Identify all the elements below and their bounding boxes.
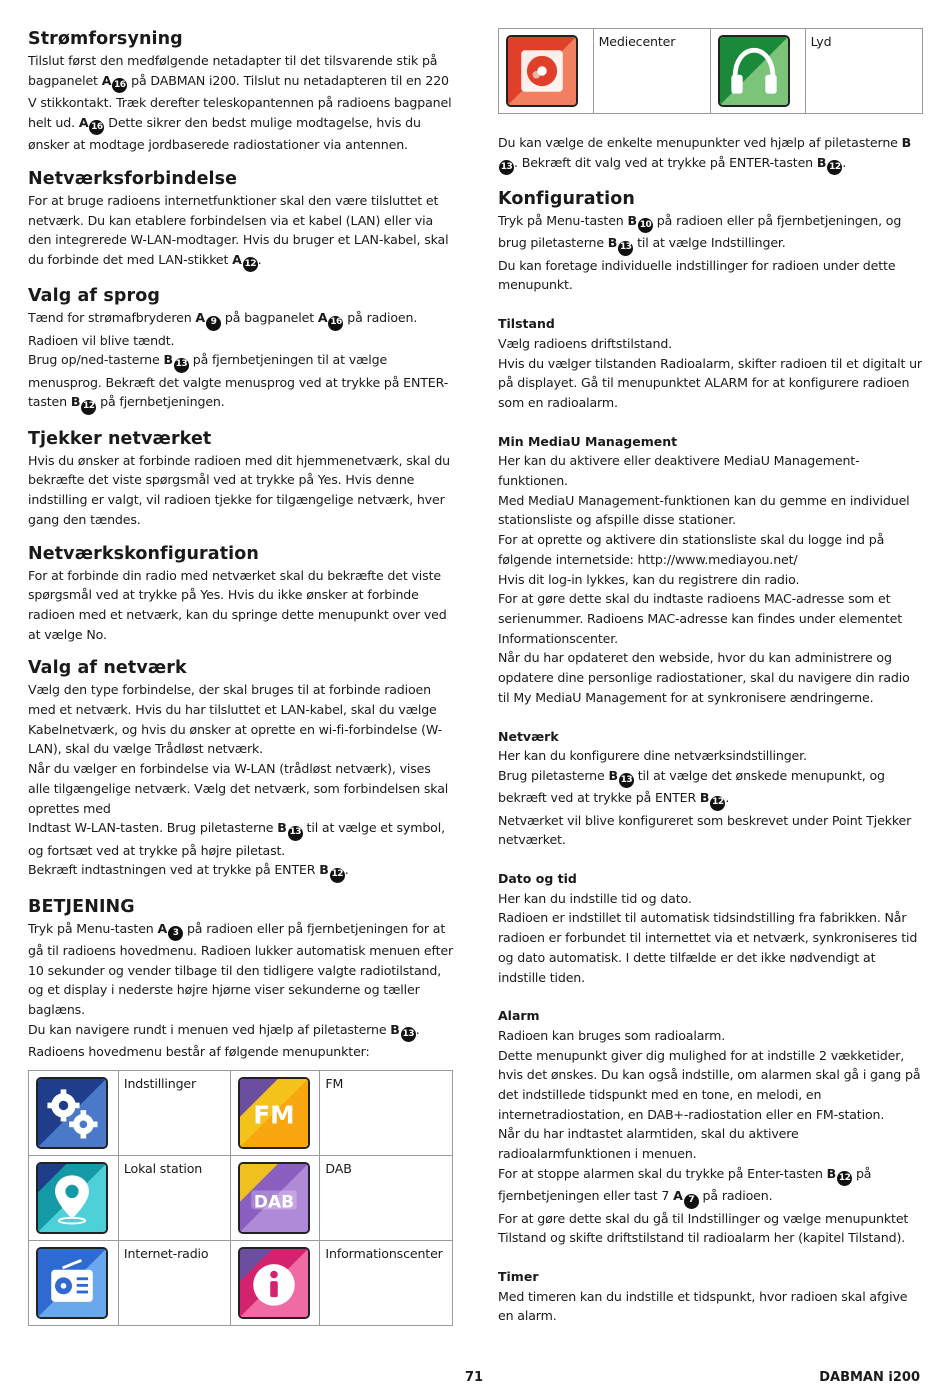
paragraph-sprog-1: Tænd for strømafbryderen A 9 på bagpanelet A 16 på radioen. bbox=[28, 308, 453, 330]
paragraph-sprog-2: Radioen vil blive tændt. bbox=[28, 332, 175, 348]
menu-label-mediecenter: Mediecenter bbox=[593, 29, 710, 114]
paragraph-alarm-2: Dette menupunkt giver dig mulighed for at indstille 2 vækketider, hvis det ønskes. Du kan også indstille, om alarmen skal gå i gang på det indstillede tidspunkt med en tone, en melodi, en internetradiostation, en DAB+-radiostation eller en FM-station. bbox=[498, 1047, 921, 1122]
main-menu-table bbox=[28, 1070, 453, 1326]
subsection-title-tilstand: Tilstand bbox=[498, 316, 555, 332]
paragraph-netvaerk-r3: Netværket vil blive konfigureret som beskrevet under Point Tjekker netværket. bbox=[498, 812, 912, 848]
gears-icon bbox=[36, 1077, 108, 1149]
paragraph-betjening-3: Radioens hovedmenu består af følgende menupunkter: bbox=[28, 1044, 370, 1060]
ref-badge: 13 bbox=[288, 826, 303, 841]
section-title-tjekker-netvaerket: Tjekker netværket bbox=[28, 428, 212, 449]
menu-label-dab: DAB bbox=[320, 1155, 453, 1240]
section-title-netvaerkskonfiguration: Netværkskonfiguration bbox=[28, 543, 259, 564]
ref-badge: 10 bbox=[638, 218, 653, 233]
menu-table-continued bbox=[498, 28, 923, 114]
media-center-icon bbox=[506, 35, 578, 107]
fm-icon bbox=[238, 1077, 310, 1149]
paragraph-alarm-3: Når du har indtastet alarmtiden, skal du aktivere radioalarmfunktionen i menuen. bbox=[498, 1126, 799, 1162]
paragraph-netvaerk-r2: Brug piletasterne B 13 til at vælge det ønskede menupunkt, og bekræft ved at trykke på ENTER B 12 . bbox=[498, 766, 923, 811]
paragraph-tilstand-2: Hvis du vælger tilstanden Radioalarm, skifter radioen til et digitalt ur på displayet. Gå til menupunktet ALARM for at konfigurere radioen som en radioalarm. bbox=[498, 355, 922, 410]
section-title-betjening: BETJENING bbox=[28, 896, 135, 917]
ref-badge: 13 bbox=[618, 241, 633, 256]
paragraph-netvaerk-3: Indtast W-LAN-tasten. Brug piletasterne B 13 til at vælge et symbol, og fortsæt ved at trykke på højre piletast. bbox=[28, 820, 445, 858]
right-column bbox=[498, 28, 923, 1326]
ref-badge: 12 bbox=[837, 1171, 852, 1186]
section-title-valg-af-sprog: Valg af sprog bbox=[28, 286, 160, 307]
paragraph-netvaerk-1: Vælg den type forbindelse, der skal bruges til at forbinde radioen med et netværk. Hvis du har tilsluttet et LAN-kabel, skal du vælge Kabelnetværk, og hvis du ønsker at oprette en wi-fi-forbindelse (W-LAN), skal du vælge Trådløst netværk. bbox=[28, 682, 443, 757]
paragraph-konfiguration-1: Tryk på Menu-tasten B 10 på radioen eller på fjernbetjeningen, og brug piletasterne B 13 til at vælge Indstillinger. bbox=[498, 211, 923, 256]
paragraph-mediau-2: Med MediaU Management-funktionen kan du gemme en individuel stationsliste og afspille disse stationer. bbox=[498, 492, 910, 528]
ref-badge: 16 bbox=[328, 316, 343, 331]
dab-icon-text: DAB bbox=[253, 1192, 294, 1213]
paragraph-mediau-5: For at gøre dette skal du indtaste radioens MAC-adresse som et serienummer. Radioens MAC-adresse kan findes under elementet Informationscenter. bbox=[498, 591, 903, 646]
subsection-title-mediau: Min MediaU Management bbox=[498, 433, 678, 449]
paragraph-dato-2: Radioen er indstillet til automatisk tidsindstilling fra fabrikken. Når radioen er forbundet til internettet via et netværk, synkroniseres tid og dato automatisk. I dette tilfælde er det ikke nødvendigt at indstille tiden. bbox=[498, 910, 918, 985]
subsection-title-alarm: Alarm bbox=[498, 1008, 540, 1024]
paragraph-mediau-6: Når du har opdateret den webside, hvor du kan administrere og opdatere dine personlige radiostationer, skal du navigere din radio til My MediaU Management for at synkronisere ændringerne. bbox=[498, 650, 910, 705]
fm-icon-text: FM bbox=[252, 1100, 295, 1130]
ref-badge: 16 bbox=[89, 120, 104, 135]
subsection-title-netvaerk: Netværk bbox=[498, 728, 559, 744]
menu-label-lokal-station: Lokal station bbox=[118, 1155, 230, 1240]
paragraph-netvaerk-4: Bekræft indtastningen ved at trykke på ENTER B 12 . bbox=[28, 860, 453, 882]
menu-label-fm: FM bbox=[320, 1070, 453, 1155]
paragraph-mediau-4: Hvis dit log-in lykkes, kan du registrere din radio. bbox=[498, 571, 800, 587]
menu-label-informationscenter: Informationscenter bbox=[320, 1240, 453, 1325]
paragraph-betjening-2: Du kan navigere rundt i menuen ved hjælp af piletasterne B 13 . bbox=[28, 1020, 453, 1042]
location-pin-icon bbox=[36, 1162, 108, 1234]
paragraph-timer-1: Med timeren kan du indstille et tidspunkt, hvor radioen skal afgive en alarm. bbox=[498, 1288, 908, 1324]
menu-label-lyd: Lyd bbox=[805, 29, 922, 114]
ref-badge: 12 bbox=[827, 160, 842, 175]
ref-badge: 12 bbox=[330, 868, 345, 883]
paragraph-mediau-3: For at oprette og aktivere din stationsliste skal du logge ind på følgende internetside: http://www.mediayou.net/ bbox=[498, 532, 885, 567]
menu-label-internet-radio: Internet-radio bbox=[118, 1240, 230, 1325]
paragraph-netvaerk-2: Når du vælger en forbindelse via W-LAN (trådløst netværk), vises alle tilgængelige netværk. Vælg det netværk, som forbindelsen skal oprettes med bbox=[28, 761, 449, 816]
info-icon bbox=[238, 1247, 310, 1319]
section-title-stromforsyning: Strømforsyning bbox=[28, 29, 183, 49]
paragraph-alarm-1: Radioen kan bruges som radioalarm. bbox=[498, 1027, 726, 1043]
page-number: 71 bbox=[465, 1370, 484, 1385]
paragraph-netvaerksforbindelse: For at bruge radioens internetfunktioner skal den være tilsluttet et netværk. Du kan etablere forbindelsen via et kabel (LAN) eller via den integrerede W-LAN-modtager. Hvis du bruger et LAN-kabel, skal du forbinde det med LAN-stikket A 12 . bbox=[28, 191, 453, 272]
paragraph-sprog-3: Brug op/ned-tasterne B 13 på fjernbetjeningen til at vælge menusprog. Bekræft det valgte menusprog ved at trykke på ENTER-tasten B 12 på fjernbetjeningen. bbox=[28, 350, 453, 414]
subsection-title-timer: Timer bbox=[498, 1268, 539, 1284]
paragraph-konfiguration-2: Du kan foretage individuelle indstillinger for radioen under dette menupunkt. bbox=[498, 257, 896, 293]
paragraph-mediau-1: Her kan du aktivere eller deaktivere MediaU Management-funktionen. bbox=[498, 453, 860, 489]
paragraph-stromforsyning: Tilslut først den medfølgende netadapter til det tilsvarende stik på bagpanelet A 16 på DABMAN i200. Tilslut nu netadapteren til en 220 V stikkontakt. Træk derefter teleskopantennen på radioens bagpanel helt ud. A 16 Dette sikrer den bedst mulige modtagelse, hvis du ønsker at modtage jordbaserede radiostationer via antennen. bbox=[28, 53, 452, 153]
paragraph-menu-intro: Du kan vælge de enkelte menupunkter ved hjælp af piletasterne B13 . Bekræft dit valg ved at trykke på ENTER-tasten B 12 . bbox=[498, 133, 923, 175]
ref-badge: 12 bbox=[81, 400, 96, 415]
paragraph-alarm-5: For at gøre dette skal du gå til Indstillinger og vælge menupunktet Tilstand og skifte driftstilstand til radioalarm her (kapitel Tilstand). bbox=[498, 1210, 909, 1246]
left-column bbox=[28, 28, 453, 1326]
subsection-title-dato-og-tid: Dato og tid bbox=[498, 871, 577, 886]
ref-badge: 13 bbox=[174, 358, 189, 373]
ref-badge: 13 bbox=[619, 773, 634, 788]
ref-badge: 13 bbox=[499, 160, 514, 175]
paragraph-netvaerkskonfiguration: For at forbinde din radio med netværket skal du bekræfte det viste spørgsmål ved at trykke på Yes. Hvis du ikke ønsker at forbinde radioen med et netværk, kan du springe dette menupunkt over ved at vælge No. bbox=[28, 567, 447, 642]
ref-badge: 12 bbox=[710, 796, 725, 811]
paragraph-alarm-4: For at stoppe alarmen skal du trykke på Enter-tasten B 12 på fjernbetjeningen eller tast 7 A 7 på radioen. bbox=[498, 1164, 923, 1209]
paragraph-netvaerk-r1: Her kan du konfigurere dine netværksindstillinger. bbox=[498, 748, 807, 764]
ref-badge: 13 bbox=[401, 1027, 416, 1042]
ref-badge: 9 bbox=[206, 316, 221, 331]
section-title-valg-af-netvaerk: Valg af netværk bbox=[28, 658, 187, 679]
paragraph-betjening-1: Tryk på Menu-tasten A 3 på radioen eller på fjernbetjeningen for at gå til radioens hovedmenu. Radioen lukker automatisk menuen efter 10 sekunder og vender tilbage til den tidligere valgte radiotilstand, og et display i nederste højre hjørne viser sekunderne og tæller baglæns. bbox=[28, 920, 453, 1018]
headphones-icon bbox=[718, 35, 790, 107]
dab-icon bbox=[238, 1162, 310, 1234]
ref-badge: 3 bbox=[168, 926, 183, 941]
menu-label-indstillinger: Indstillinger bbox=[118, 1070, 230, 1155]
ref-badge: 16 bbox=[112, 78, 127, 93]
ref-badge: 7 bbox=[684, 1194, 699, 1209]
footer-brand: DABMAN i200 bbox=[819, 1370, 920, 1385]
ref-badge: 12 bbox=[243, 257, 258, 272]
paragraph-tilstand-1: Vælg radioens driftstilstand. bbox=[498, 335, 673, 351]
section-title-konfiguration: Konfiguration bbox=[498, 189, 635, 210]
section-title-netvaerksforbindelse: Netværksforbindelse bbox=[28, 168, 238, 189]
radio-icon bbox=[36, 1247, 108, 1319]
paragraph-dato-1: Her kan du indstille tid og dato. bbox=[498, 890, 692, 906]
paragraph-tjekker: Hvis du ønsker at forbinde radioen med dit hjemmenetværk, skal du bekræfte det viste spørgsmål ved at trykke på Yes. Hvis denne indstilling er valgt, vil radioen tjekke for tilgængelige netværk, hver gang den tændes. bbox=[28, 452, 451, 527]
